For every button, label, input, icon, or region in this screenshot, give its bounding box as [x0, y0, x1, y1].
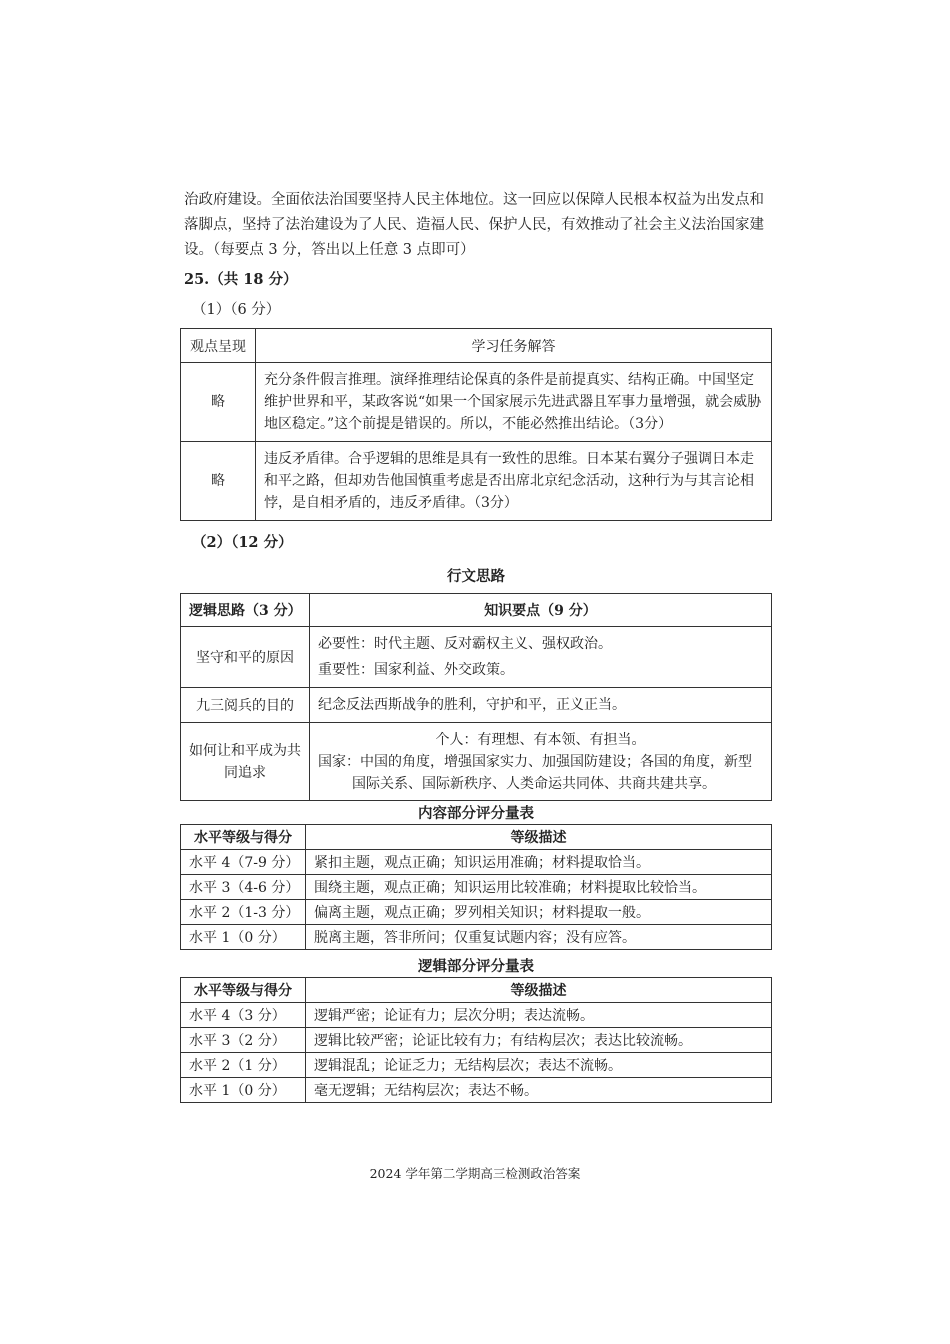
- table-row: [181, 1003, 772, 1028]
- view-cell: 略: [181, 442, 256, 521]
- table-row: [181, 925, 772, 950]
- desc-cell: 偏离主题，观点正确；罗列相关知识；材料提取一般。: [306, 900, 772, 925]
- table-row: [181, 1078, 772, 1103]
- desc-cell: 脱离主题，答非所问；仅重复试题内容；没有应答。: [306, 925, 772, 950]
- header-logic: 逻辑思路（3 分）: [181, 594, 310, 627]
- intro-line: 落脚点，坚持了法治建设为了人民、造福人民、保护人民，有效推动了社会主义法治国家建: [184, 217, 764, 233]
- logic-rubric-table: [180, 977, 772, 1103]
- table-header-row: [181, 825, 772, 850]
- view-cell: 略: [181, 363, 256, 442]
- desc-cell: 毫无逻辑；无结构层次；表达不畅。: [306, 1078, 772, 1103]
- desc-cell: 逻辑严密；论证有力；层次分明；表达流畅。: [306, 1003, 772, 1028]
- table-row: [181, 875, 772, 900]
- level-cell: 水平 3（4-6 分）: [181, 875, 306, 900]
- header-points: 知识要点（9 分）: [310, 594, 772, 627]
- intro-paragraph: [184, 188, 774, 263]
- part-1-title: （1）（6 分）: [192, 302, 281, 318]
- table-header-row: [181, 594, 772, 627]
- table-header-row: [181, 329, 772, 363]
- table-row: [181, 627, 772, 688]
- table-header-row: [181, 978, 772, 1003]
- table-row: [181, 1028, 772, 1053]
- logic-cell: 坚守和平的原因: [181, 627, 310, 688]
- level-cell: 水平 4（3 分）: [181, 1003, 306, 1028]
- header-level: 水平等级与得分: [181, 825, 306, 850]
- level-cell: 水平 4（7-9 分）: [181, 850, 306, 875]
- level-cell: 水平 1（0 分）: [181, 925, 306, 950]
- desc-cell: 紧扣主题，观点正确；知识运用准确；材料提取恰当。: [306, 850, 772, 875]
- answer-cell: 充分条件假言推理。演绎推理结论保真的条件是前提真实、结构正确。中国坚定维护世界和平，某政客说“如果一个国家展示先进武器且军事力量增强，就会威胁地区稳定。”这个前提是错误的。所以，不能必然推出结论。（3分）: [256, 363, 772, 442]
- content-rubric-table: [180, 824, 772, 950]
- intro-line: 设。（每要点 3 分，答出以上任意 3 点即可）: [184, 242, 475, 258]
- header-desc: 等级描述: [306, 978, 772, 1003]
- level-cell: 水平 2（1 分）: [181, 1053, 306, 1078]
- intro-line: 治政府建设。全面依法治国要坚持人民主体地位。这一回应以保障人民根本权益为出发点和: [184, 192, 764, 208]
- header-view: 观点呈现: [181, 329, 256, 363]
- point-line: 国家：中国的角度，增强国家实力、加强国防建设；各国的角度，新型国际关系、国际新秩序、人类命运共同体、共商共建共享。: [318, 753, 752, 792]
- logic-cell: 九三阅兵的目的: [181, 688, 310, 723]
- table-row: [181, 1053, 772, 1078]
- points-cell: [310, 627, 772, 688]
- desc-cell: 逻辑混乱；论证乏力；无结构层次；表达不流畅。: [306, 1053, 772, 1078]
- points-cell: [310, 688, 772, 723]
- part-2-title: （2）（12 分）: [192, 534, 293, 551]
- answer-cell: 违反矛盾律。合乎逻辑的思维是具有一致性的思维。日本某右翼分子强调日本走和平之路，但却劝告他国慎重考虑是否出席北京纪念活动，这种行为与其言论相悖，是自相矛盾的，违反矛盾律。（3分）: [256, 442, 772, 521]
- table-row: [181, 850, 772, 875]
- question-25-title: 25.（共 18 分）: [184, 271, 298, 288]
- header-desc: 等级描述: [306, 825, 772, 850]
- outline-table: [180, 593, 772, 801]
- header-answer: 学习任务解答: [256, 329, 772, 363]
- point-line: 必要性：时代主题、反对霸权主义、强权政治。: [318, 636, 612, 652]
- table-row: [181, 688, 772, 723]
- points-cell: [310, 723, 772, 801]
- desc-cell: 逻辑比较严密；论证比较有力；有结构层次；表达比较流畅。: [306, 1028, 772, 1053]
- point-line: 个人：有理想、有本领、有担当。: [435, 731, 646, 748]
- logic-cell: 如何让和平成为共同追求: [181, 723, 310, 801]
- task-answer-table: [180, 328, 772, 521]
- desc-cell: 围绕主题，观点正确；知识运用比较准确；材料提取比较恰当。: [306, 875, 772, 900]
- table-row: [181, 900, 772, 925]
- level-cell: 水平 2（1-3 分）: [181, 900, 306, 925]
- header-level: 水平等级与得分: [181, 978, 306, 1003]
- page-footer: 2024 学年第二学期高三检测政治答案: [369, 1166, 581, 1181]
- outline-title: 行文思路: [447, 568, 505, 585]
- content-rubric-title: 内容部分评分量表: [418, 805, 534, 822]
- table-row: [181, 363, 772, 442]
- point-line: 纪念反法西斯战争的胜利，守护和平，正义正当。: [318, 697, 626, 713]
- level-cell: 水平 1（0 分）: [181, 1078, 306, 1103]
- point-line: 重要性：国家利益、外交政策。: [318, 662, 514, 678]
- logic-rubric-title: 逻辑部分评分量表: [418, 958, 534, 975]
- table-row: [181, 723, 772, 801]
- table-row: [181, 442, 772, 521]
- level-cell: 水平 3（2 分）: [181, 1028, 306, 1053]
